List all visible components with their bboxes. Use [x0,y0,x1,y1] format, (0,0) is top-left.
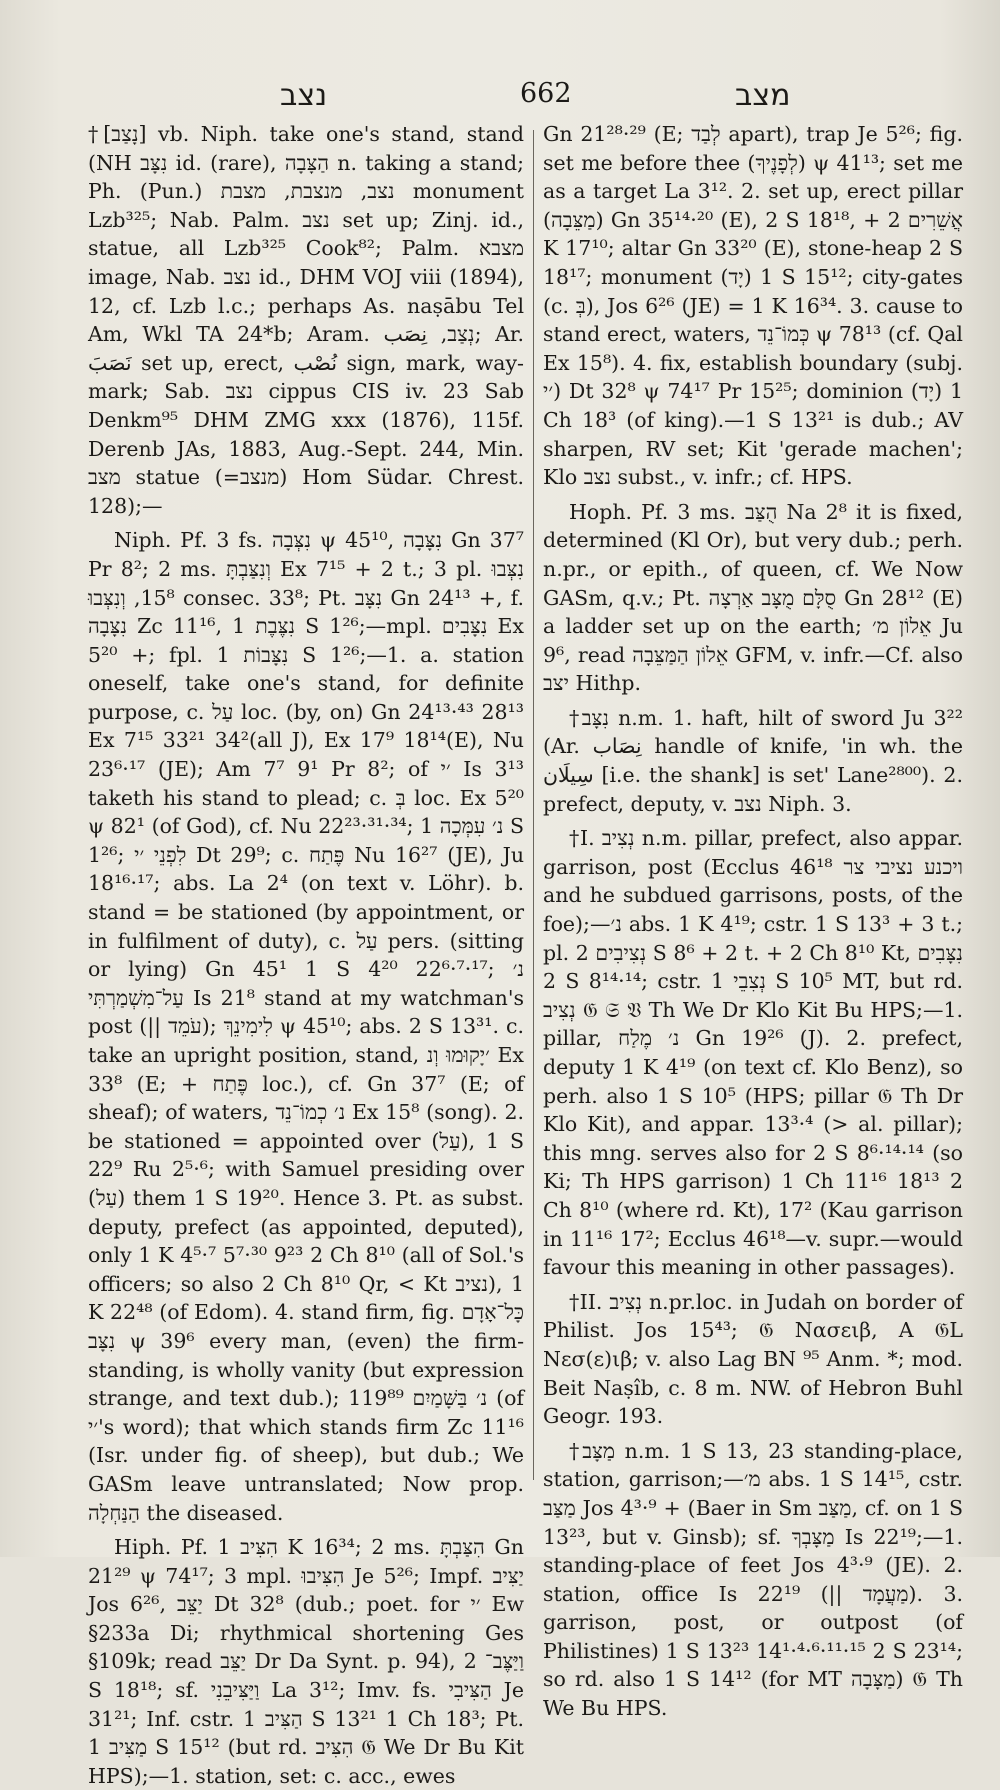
entry-netsiv-1: †I. נְצִיב n.m. pillar, prefect, also appar. garrison, post (Ecclus 46¹⁸ ויכנע נציבי צר and he subdued garrisons, posts, of the foe);—נ׳ abs. 1 K 4¹⁹; cstr. 1 S 13³ + 3 t.; pl. נְצִיבִים 2 S 8⁶ + 2 t. + 2 Ch 8¹⁰ Kt, נִצָּבִים 2 S 8¹⁴·¹⁴; cstr. נְצִבֵי 1 S 10⁵ MT, but rd. נְצִיב 𝔊 𝔖 𝔙 Th We Dr Klo Kit Bu HPS;—1. pillar, נ׳ מֶלַח Gn 19²⁶ (J). 2. prefect, deputy 1 K 4¹⁹ (on text cf. Klo Benz), so perh. also 1 S 10⁵ (HPS; pillar 𝔊 Th Dr Klo Kit), and appar. 13³·⁴ (> al. pillar); this mng. serves also for 2 S 8⁶·¹⁴·¹⁴ (so Ki; Th HPS garrison) 1 Ch 11¹⁶ 18¹³ 2 Ch 8¹⁰ (where rd. Kt), 17² (Kau garrison in 11¹⁶ 17²; Ecclus 46¹⁸—v. supr.—would favour this meaning in other passages). [543,826,963,1280]
running-head-left-word: נצב [280,78,328,113]
entry-niphal-section: Niph. Pf. 3 fs. נִצְּבָה ψ 45¹⁰, נִצָּבָה Gn 37⁷ Pr 8²; 2 ms. וְנִצַּבְתָּ Ex 7¹⁵ + 2 t.; 3 pl. נִצְּבוּ 15⁸, וְנִצְּבוּ consec. 33⁸; Pt. נִצָּב Gn 24¹³ +, f. נִצָּבָה Zc 11¹⁶, נִצֶּבֶת 1 S 1²⁶;—mpl. נִצָּבִים Ex 5²⁰ +; fpl. נִצָּבוֹת 1 S 1²⁶;—1. a. station oneself, take one's stand, for definite purpose, c. עַל loc. (by, on) Gn 24¹³·⁴³ 28¹³ Ex 7¹⁵ 33²¹ 34²(all J), Ex 17⁹ 18¹⁴(E), Nu 23⁶·¹⁷ (JE); Am 7⁷ 9¹ Pr 8²; of ׳י Is 3¹³ taketh his stand to plead; c. בְּ loc. Ex 5²⁰ ψ 82¹ (of God), cf. Nu 22²³·³¹·³⁴; נ׳ עִמְּכָה 1 S 1²⁶; לִפְנֵי ׳י Dt 29⁹; c. פֶּתַח Nu 16²⁷ (JE), Ju 18¹⁶·¹⁷; abs. La 2⁴ (on text v. Löhr). b. stand = be stationed (by appointment, or in fulfilment of duty), c. עַל pers. (sitting or lying) Gn 45¹ 1 S 4²⁰ 22⁶·⁷·¹⁷; נ׳ עַל־מִשְׁמַרְתִּי Is 21⁸ stand at my watchman's post (|| עֹמֵד); לִימִינֵךְ ψ 45¹⁰; abs. 2 S 13³¹. c. take an upright position, stand, ׳יָקוּמוּ וְנ Ex 33⁸ (E; + פֶּתַח loc.), cf. Gn 37⁷ (E; of sheaf); of waters, נ׳ כְמוֹ־נֵד Ex 15⁸ (song). 2. be stationed = appointed over (עַל), 1 S 22⁹ Ru 2⁵·⁶; with Samuel presiding over (עַל) them 1 S 19²⁰. Hence 3. Pt. as subst. deputy, prefect (as appointed, deputed), only 1 K 4⁵·⁷ 5⁷·³⁰ 9²³ 2 Ch 8¹⁰ (all of Sol.'s officers; so also 2 Ch 8¹⁰ Qr, < Kt נציב), 1 K 22⁴⁸ (of Edom). 4. stand firm, fig. כָּל־אָדָם נִצָּב ψ 39⁶ every man, (even) the firm-standing, is wholly vanity (but expression strange, and text dub.); נ׳ בַּשָּׁמַיִם 119⁸⁹ (of ׳י's word); that which stands firm Zc 11¹⁶ (Isr. under fig. of sheep), but dub.; We GASm leave untranslated; Now prop. הַנַּחְלָה the diseased. [88,528,525,1525]
entry-hophal-section: Hoph. Pf. 3 ms. הֻצַּב Na 2⁸ it is fixed, determined (Kl Or), but very dub.; perh. n.pr., or epith., of queen, cf. We Now GASm, q.v.; Pt. סֻלָּם מֻצָּב אַרְצָה Gn 28¹² (E) a ladder set up on the earth; אֵלוֹן מ׳ Ju 9⁶, read אֵלוֹן הַמַּצֵּבָה GFM, v. infr.—Cf. also יצב Hithp. [543,499,964,696]
column-divider [533,130,534,1480]
running-head-right-word: מצב [735,78,791,113]
entry-hiphil-continued: Gn 21²⁸·²⁹ (E; לְבַד apart), trap Je 5²⁶; fig. set me before thee (לְפָנֶיךָ) ψ 41¹³; set me as a target La 3¹². 2. set up, erect pillar (מַצֵּבָה) Gn 35¹⁴·²⁰ (E), 2 S 18¹⁸, + אֲשֵׁרִים 2 K 17¹⁰; altar Gn 33²⁰ (E), stone-heap 2 S 18¹⁷; monument (יָד) 1 S 15¹²; city-gates (c. בְּ), Jos 6²⁶ (JE) = 1 K 16³⁴. 3. cause to stand erect, waters, כְּמוֹ־נֵד ψ 78¹³ (cf. Qal Ex 15⁸). 4. fix, establish boundary (subj. ׳י) Dt 32⁸ ψ 74¹⁷ Pr 15²⁵; dominion (יָד) 1 Ch 18³ (of king).—1 S 13²¹ is dub.; AV sharpen, RV set; Kit 'gerade machen'; Klo נצב subst., v. infr.; cf. HPS. [543,122,964,490]
entry-matsav: †מַצָּב n.m. 1 S 13, 23 standing-place, station, garrison;—מ׳ abs. 1 S 14¹⁵, cstr. מַצַּב Jos 4³·⁹ + (Baer in Sm מַצַּב, cf. on 1 S 13²³, but v. Ginsb); sf. מַצָּבְךָ Is 22¹⁹;—1. standing-place of feet Jos 4³·⁹ (JE). 2. station, office Is 22¹⁹ (|| מַעֲמָד). 3. garrison, post, or outpost (of Philistines) 1 S 13²³ 14¹·⁴·⁶·¹¹·¹⁵ 2 S 23¹⁴; so rd. also 1 S 14¹² (for MT מַצָּבָה) 𝔊 Th We Bu HPS. [543,1438,964,1721]
running-head [95,78,970,118]
page-number: 662 [520,78,572,109]
entry-nitsav-noun: †נִצָּב n.m. 1. haft, hilt of sword Ju 3²² (Ar. نِصَاب handle of knife, 'in wh. the سِيلَان [i.e. the shank] is set' Lane²⁸⁰⁰). 2. prefect, deputy, v. נצב Niph. 3. [543,705,963,816]
left-column [88,120,525,1788]
entry-netsiv-2: †II. נְצִיב n.pr.loc. in Judah on border of Philist. Jos 15⁴³; 𝔊 Νασειβ, A 𝔊L Νεσ(ε)ιβ; v. also Lag BN ⁹⁵ Anm. *; mod. Beit Naṣîb, c. 8 m. NW. of Hebron Buhl Geogr. 193. [543,1289,964,1429]
right-column [543,120,964,1721]
entry-hiphil-section: Hiph. Pf. הִצִּיב 1 K 16³⁴; 2 ms. הִצַּבְתָּ Gn 21²⁹ ψ 74¹⁷; 3 mpl. הִצִּיבוּ Je 5²⁶; Impf. יַצִּיב Jos 6²⁶, יַצֵּב Dt 32⁸ (dub.; poet. for ׳י Ew §233a Di; rhythmical shortening Ges §109k; read יַצֵּב Dr Da Synt. p. 94), וַיַּצֶּב־ 2 S 18¹⁸; sf. וַיַּצִּיבֵנִי La 3¹²; Imv. fs. הַצִּיבִי Je 31²¹; Inf. cstr. הַצִּיב 1 S 13²¹ 1 Ch 18³; Pt. מַצִּיב 1 S 15¹² (but rd. הִצִּיב 𝔊 We Dr Bu Kit HPS);—1. station, set: c. acc., ewes [88,1535,525,1788]
entry-natsav-verb: †[נָצַב] vb. Niph. take one's stand, stand (NH נִצָּב id. (rare), הַצָּבָה n. taking a stand; Ph. (Pun.) נצב, מנצבת, מצבת monument Lzb³²⁵; Nab. Palm. נצב set up; Zinj. id., statue, all Lzb³²⁵ Cook⁸²; Palm. מצבא image, Nab. נצב id., DHM VOJ viii (1894), 12, cf. Lzb l.c.; perhaps As. naṣābu Tel Am, Wkl TA 24*b; Aram. נְצַב, نِصَب; Ar. نَصَبَ set up, erect, نُصْب sign, mark, way-mark; Sab. נצב cippus CIS iv. 23 Sab Denkm⁹⁵ DHM ZMG xxx (1876), 115f. Derenb JAs, 1883, Aug.-Sept. 244, Min. מצב statue (=מנצב) Hom Südar. Chrest. 128);— [88,122,525,518]
